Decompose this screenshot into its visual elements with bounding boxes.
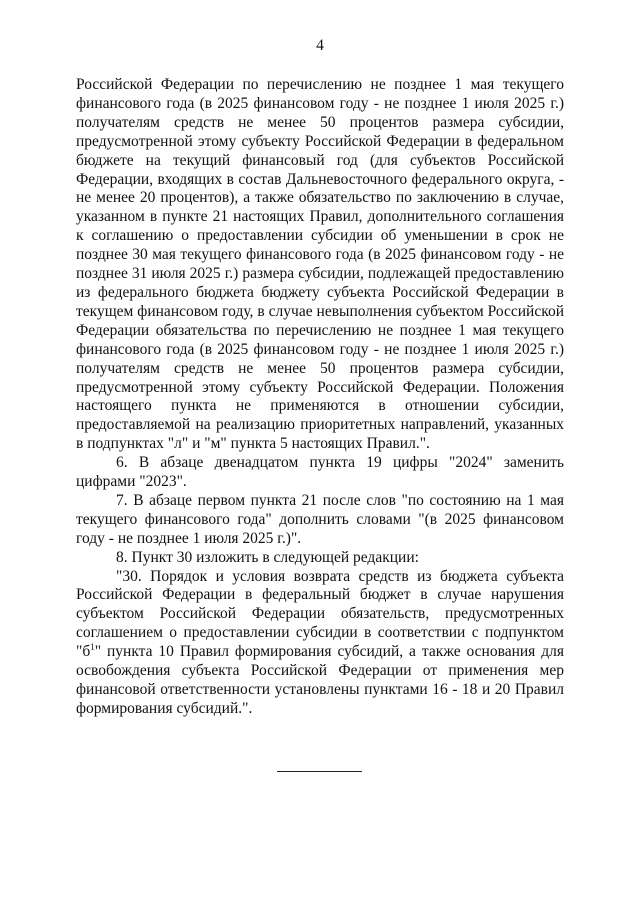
paragraph-continuation: Российской Федерации по перечислению не позднее 1 мая текущего финансового года (в 2025 финансовом году - не позднее 1 июля 2025 г.) получателям средств не менее 50 процентов размера субсидии, предусмотренной этому субъекту Российской Федерации в федеральном бюджете на текущий финансовый год (для субъектов Российской Федерации, входящих в состав Дальневосточного федерального округа, - не менее 20 процентов), а также обязательство по заключению в случае, указанном в пункте 21 настоящих Правил, дополнительного соглашения к соглашению о предоставлении субсидии об уменьшении в срок не позднее 30 мая текущего финансового года (в 2025 финансовом году - не позднее 31 июля 2025 г.) размера субсидии, подлежащей предоставлению из федерального бюджета бюджету субъекта Российской Федерации в текущем финансовом году, в случае невыполнения субъектом Российской Федерации обязательства по перечислению не позднее 1 мая текущего финансового года (в 2025 финансовом году - не позднее 1 июля 2025 г.) получателям средств не менее 50 процентов размера субсидии, предусмотренной этому субъекту Российской Федерации. Положения настоящего пункта не применяются в отношении субсидии, предоставляемой на реализацию приоритетных направлений, указанных в подпунктах "л" и "м" пункта 5 настоящих Правил.".: [76, 76, 564, 453]
page-number: 4: [316, 37, 324, 54]
paragraph-item-30: [76, 568, 564, 719]
footnote-superscript: 1: [90, 642, 95, 653]
paragraph-item-8: 8. Пункт 30 изложить в следующей редакции:: [116, 548, 419, 566]
paragraph-item-7: 7. В абзаце первом пункта 21 после слов "по состоянию на 1 мая текущего финансового года" дополнить словами "(в 2025 финансовом году - не позднее 1 июля 2025 г.)".: [76, 491, 564, 547]
paragraph-item-6: 6. В абзаце двенадцатом пункта 19 цифры "2024" заменить цифрами "2023".: [76, 454, 564, 491]
end-separator-line: [277, 771, 362, 772]
paragraph-item-30-part2: " пункта 10 Правил формирования субсидий, а также основания для освобождения субъекта Российской Федерации от применения мер финансовой ответственности установлены пунктами 16 - 18 и 20 Правил формирования субсидий.".: [76, 643, 564, 717]
document-body: [76, 76, 564, 719]
paragraph-item-30-part1: "30. Порядок и условия возврата средств из бюджета субъекта Российской Федерации в федеральный бюджет в случае нарушения субъектом Российской Федерации обязательств, предусмотренных соглашением о предоставлении субсидии в соответствии с подпунктом "б: [76, 567, 564, 661]
